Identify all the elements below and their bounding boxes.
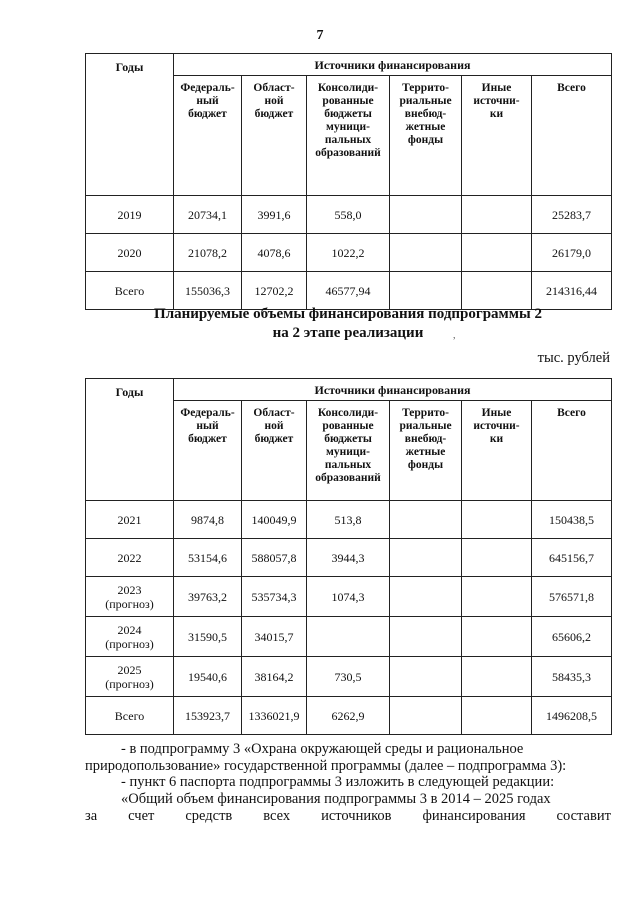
paragraph-passport-item: - пункт 6 паспорта подпрограммы 3 изложить в следующей редакции: bbox=[121, 774, 555, 790]
table-row: 2024 (прогноз) 31590,5 34015,7 65606,2 bbox=[86, 617, 612, 657]
page-number: 7 bbox=[316, 28, 324, 43]
section-heading-line2: на 2 этапе реализации bbox=[272, 325, 424, 341]
col-total: Всего bbox=[532, 401, 612, 501]
table-row: 2022 53154,6 588057,8 3944,3 645156,7 bbox=[86, 539, 612, 577]
paragraph-total-volume: «Общий объем финансирования подпрограммы 3 в 2014 – 2025 годах bbox=[121, 791, 551, 807]
col-regional: Област- ной бюджет bbox=[242, 401, 307, 501]
table-row-total: Всего 155036,3 12702,2 46577,94 214316,44 bbox=[86, 272, 612, 310]
col-other-sources: Иные источни- ки bbox=[462, 76, 532, 196]
col-federal: Федераль- ный бюджет bbox=[174, 76, 242, 196]
table-row: 2019 20734,1 3991,6 558,0 25283,7 bbox=[86, 196, 612, 234]
col-total: Всего bbox=[532, 76, 612, 196]
stray-mark: , bbox=[453, 330, 456, 341]
col-territorial-funds: Террито- риальные внебюд- жетные фонды bbox=[390, 401, 462, 501]
col-regional: Област- ной бюджет bbox=[242, 76, 307, 196]
sources-header: Источники финансирования bbox=[174, 54, 612, 76]
paragraph-subprogram3: - в подпрограмму 3 «Охрана окружающей среды и рациональное bbox=[121, 741, 524, 757]
years-header: Годы bbox=[86, 54, 174, 196]
paragraph-total-volume-cont: за счет средств всех источников финансирования составит bbox=[85, 808, 611, 824]
units-label: тыс. рублей bbox=[537, 350, 610, 366]
col-municipal: Консолиди- рованные бюджеты муници- пальных образований bbox=[307, 401, 390, 501]
section-heading: Планируемые объемы финансирования подпрограммы 2 bbox=[154, 306, 542, 322]
col-federal: Федераль- ный бюджет bbox=[174, 401, 242, 501]
paragraph-subprogram3-cont: природопользование» государственной программы (далее – подпрограмма 3): bbox=[85, 758, 567, 774]
years-header: Годы bbox=[86, 379, 174, 501]
table-row: 2023 (прогноз) 39763,2 535734,3 1074,3 576571,8 bbox=[86, 577, 612, 617]
col-other-sources: Иные источни- ки bbox=[462, 401, 532, 501]
table-row: 2020 21078,2 4078,6 1022,2 26179,0 bbox=[86, 234, 612, 272]
financing-table-stage1 bbox=[85, 53, 612, 310]
col-municipal: Консолиди- рованные бюджеты муници- пальных образований bbox=[307, 76, 390, 196]
sources-header: Источники финансирования bbox=[174, 379, 612, 401]
table-row-total: Всего 153923,7 1336021,9 6262,9 1496208,5 bbox=[86, 697, 612, 735]
financing-table-stage2 bbox=[85, 378, 612, 735]
col-territorial-funds: Террито- риальные внебюд- жетные фонды bbox=[390, 76, 462, 196]
table-row: 2025 (прогноз) 19540,6 38164,2 730,5 58435,3 bbox=[86, 657, 612, 697]
table-row: 2021 9874,8 140049,9 513,8 150438,5 bbox=[86, 501, 612, 539]
